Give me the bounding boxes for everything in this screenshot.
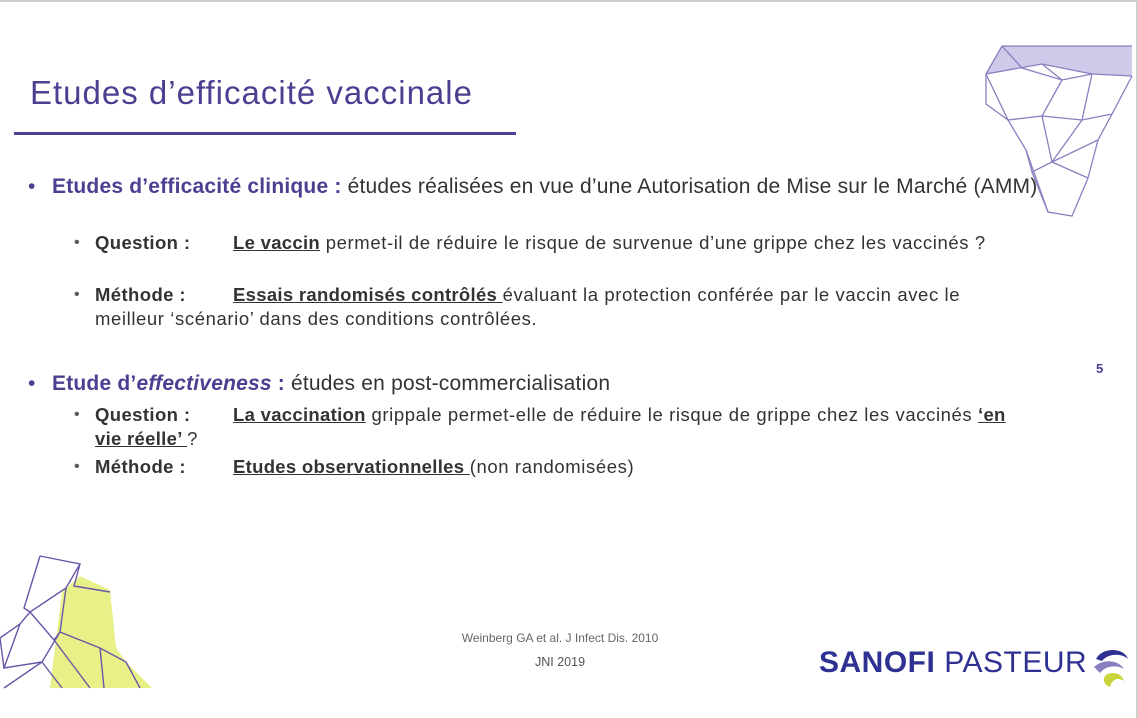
item-key: Méthode : bbox=[95, 456, 186, 477]
item-key: Méthode : bbox=[95, 284, 186, 305]
section-label-prefix: Etude d’ bbox=[52, 372, 137, 395]
logo-brand-1: SANOFI bbox=[819, 646, 936, 679]
sub-bullet-icon: • bbox=[74, 234, 81, 251]
item-underlined: La vaccination bbox=[233, 404, 366, 425]
item-key: Question : bbox=[95, 404, 191, 425]
sanofi-pasteur-swirl-icon bbox=[1088, 645, 1132, 689]
item-underlined: Etudes observationnelles bbox=[233, 456, 470, 477]
item-underlined: Essais randomisés contrôlés bbox=[233, 284, 503, 305]
section-label: Etudes d’efficacité clinique : bbox=[52, 175, 342, 198]
sub-bullet-icon: • bbox=[74, 406, 81, 423]
item-text-2: ? bbox=[187, 428, 198, 449]
bullet-icon: • bbox=[28, 175, 36, 198]
sub-item-method bbox=[74, 283, 1035, 331]
item-text: grippale permet-elle de réduire le risque de grippe chez les vaccinés bbox=[365, 404, 979, 425]
section-label-suffix: : bbox=[271, 372, 285, 395]
item-text: évaluant la protection conférée par le vaccin avec le meilleur ‘scénario’ dans des conditions contrôlées. bbox=[95, 284, 961, 329]
reference-citation: Weinberg GA et al. J Infect Dis. 2010 bbox=[461, 631, 659, 645]
section-label bbox=[52, 372, 285, 395]
sub-bullet-icon: • bbox=[74, 286, 81, 303]
item-underlined: Le vaccin bbox=[233, 232, 321, 253]
section-clinical-efficacy bbox=[28, 174, 1052, 200]
page-number: 5 bbox=[1096, 361, 1104, 376]
item-key: Question : bbox=[95, 232, 191, 253]
slide-title: Etudes d’efficacité vaccinale bbox=[30, 74, 473, 111]
item-text: (non randomisées) bbox=[469, 456, 635, 477]
sub-bullet-icon: • bbox=[74, 458, 81, 475]
sub-item-question bbox=[74, 231, 1035, 255]
sub-item-question bbox=[74, 403, 1035, 451]
item-underlined-2: ‘en vie réelle’ bbox=[95, 404, 1006, 449]
conference-label: JNI 2019 bbox=[534, 655, 586, 669]
sanofi-pasteur-logo-text bbox=[819, 646, 1087, 680]
item-text: permet-il de réduire le risque de survenue d’une grippe chez les vaccinés ? bbox=[320, 232, 986, 253]
sub-item-method bbox=[74, 455, 1035, 479]
section-text: études en post-commercialisation bbox=[284, 372, 611, 395]
section-text: études réalisées en vue d’une Autorisation de Mise sur le Marché (AMM) bbox=[341, 175, 1038, 198]
bullet-icon: • bbox=[28, 372, 36, 395]
section-label-italic: effectiveness bbox=[136, 372, 272, 395]
logo-brand-2: PASTEUR bbox=[944, 646, 1088, 679]
section-effectiveness bbox=[28, 371, 1052, 397]
